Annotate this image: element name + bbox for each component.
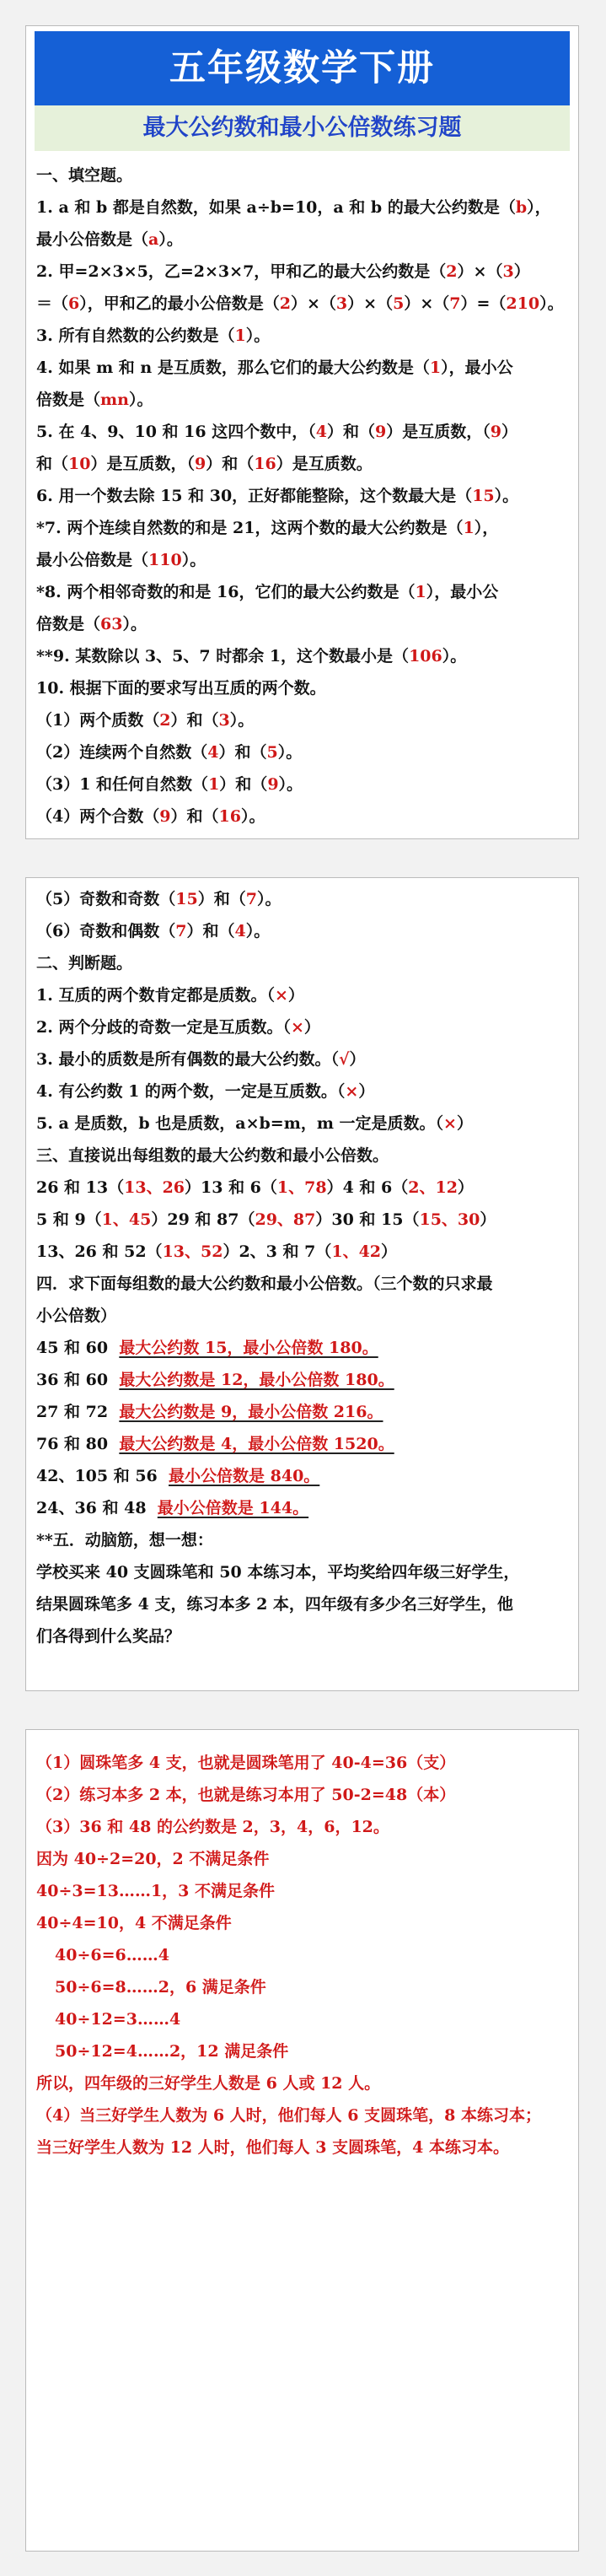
answer: 1 [415, 583, 426, 601]
answer: 2 [279, 294, 291, 313]
answer: × [274, 986, 288, 1005]
answer: 15、30 [419, 1210, 480, 1229]
answer: 最大公约数是 12，最小公倍数 180。 [119, 1371, 394, 1389]
question-text: 13、26 和 52（ [36, 1242, 163, 1261]
judge-2 [36, 1011, 568, 1043]
answer: 1 [208, 775, 220, 794]
question-9 [36, 640, 568, 672]
problem-text: 们各得到什么奖品？ [36, 1627, 181, 1646]
calc-row-4 [36, 1428, 568, 1460]
solution-line: 因为 40÷2=20，2 不满足条件 [36, 1850, 270, 1868]
section-heading: 一、填空题。 [36, 166, 133, 185]
question-text: ）是互质数。 [276, 455, 373, 473]
question-10-3 [36, 768, 568, 800]
answer: 9 [194, 455, 206, 473]
answer: 210 [506, 294, 540, 313]
question-text: 5. 在 4、9、10 和 16 这四个数中，（ [36, 423, 316, 441]
answer: 9 [267, 775, 279, 794]
question-text: ）， [527, 198, 551, 217]
direct-row-2 [36, 1204, 568, 1236]
question-text: 倍数是（ [36, 615, 101, 633]
section-fill-blank [26, 151, 578, 833]
section-heading: 三、直接说出每组数的最大公约数和最小公倍数。 [36, 1146, 389, 1165]
answer: 3 [218, 711, 230, 730]
answer: a [148, 230, 159, 249]
question-text: ）。 [240, 807, 265, 826]
question-text: ）。 [442, 647, 467, 666]
question-text: ） [358, 1082, 375, 1101]
section-heading: **五．动脑筋，想一想： [36, 1531, 213, 1549]
problem-text: 结果圆珠笔多 4 支，练习本多 2 本，四年级有多少名三好学生，他 [36, 1595, 513, 1614]
question-text: ）2、3 和 7（ [223, 1242, 332, 1261]
question-text: 6. 用一个数去除 15 和 30，正好都能整除，这个数最大是（ [36, 487, 473, 505]
answer: 106 [409, 647, 442, 666]
question-text: ）。 [277, 743, 303, 762]
question-text: ）4 和 6（ [326, 1178, 409, 1197]
question-text: ） [457, 1178, 474, 1197]
answer: 13、26 [124, 1178, 185, 1197]
judge-3 [36, 1043, 568, 1075]
answer: 15 [472, 487, 495, 505]
question-text: 最小公倍数是（ [36, 230, 149, 249]
answer: 16 [218, 807, 241, 826]
question-text: ）29 和 87（ [151, 1210, 255, 1229]
question-text: ）和（ [197, 890, 246, 908]
question-text: （3）1 和任何自然数（ [36, 775, 209, 794]
question-text: ）和（ [206, 455, 255, 473]
answer: b [515, 198, 528, 217]
question-10: 10. 根据下面的要求写出互质的两个数。 [36, 679, 326, 698]
solution-line: 40÷3=13……1，3 不满足条件 [36, 1882, 275, 1900]
question-text: ）×（ [404, 294, 450, 313]
question-text: ） [480, 1210, 496, 1229]
question-text: 和（ [36, 455, 69, 473]
answer: 4 [207, 743, 219, 762]
answer: 9 [374, 423, 387, 441]
solution-line: 40÷6=6……4 [55, 1946, 169, 1964]
section-heading: 二、判断题。 [36, 954, 133, 973]
question-5 [36, 416, 568, 448]
answer: 1 [234, 326, 246, 345]
answer: 4 [234, 922, 246, 940]
question-4-cont [36, 384, 568, 416]
solution-line: 50÷12=4……2，12 满足条件 [55, 2042, 289, 2061]
question-text: ），最小公 [441, 358, 513, 377]
answer: 3 [502, 262, 514, 281]
question-text: 4. 有公约数 1 的两个数，一定是互质数。（ [36, 1082, 346, 1101]
question-text: 5. a 是质数，b 也是质数，a×b=m，m 一定是质数。（ [36, 1114, 444, 1133]
question-text: 36 和 60 [36, 1371, 109, 1389]
question-2-cont [36, 288, 568, 320]
question-text: 1. 互质的两个数肯定都是质数。（ [36, 986, 275, 1005]
section-heading: 四．求下面每组数的最大公约数和最小公倍数。（三个数的只求最 [36, 1275, 493, 1293]
answer: 6 [68, 294, 80, 313]
calc-row-3 [36, 1396, 568, 1428]
answer: 最大公约数是 4，最小公倍数 1520。 [119, 1435, 394, 1453]
answer: 15 [175, 890, 198, 908]
question-text: ），甲和乙的最小公倍数是（ [79, 294, 280, 313]
answer: 最大公约数是 9，最小公倍数 216。 [119, 1403, 383, 1421]
question-text: ＝（ [36, 294, 69, 313]
question-text: ） [513, 262, 530, 281]
question-text: ） [381, 1242, 398, 1261]
question-text: ）。 [539, 294, 564, 313]
answer: 16 [254, 455, 276, 473]
question-text: 倍数是（ [36, 391, 101, 409]
question-text: 2. 甲=2×3×5，乙=2×3×7，甲和乙的最大公约数是（ [36, 262, 447, 281]
answer: 7 [449, 294, 461, 313]
solution-line: 50÷6=8……2，6 满足条件 [55, 1978, 266, 1997]
answer: 29、87 [255, 1210, 316, 1229]
answer: 10 [68, 455, 91, 473]
solution-line: 当三好学生人数为 12 人时，他们每人 3 支圆珠笔，4 本练习本。 [36, 2138, 509, 2157]
answer: 63 [100, 615, 123, 633]
question-text: ）。 [256, 890, 282, 908]
question-text: ）。 [245, 922, 271, 940]
question-1 [36, 191, 568, 224]
question-text: ）13 和 6（ [185, 1178, 277, 1197]
question-text: 4. 如果 m 和 n 是互质数，那么它们的最大公约数是（ [36, 358, 430, 377]
judge-1 [36, 979, 568, 1011]
question-text: （2）连续两个自然数（ [36, 743, 208, 762]
calc-row-5 [36, 1460, 568, 1492]
question-text: *7. 两个连续自然数的和是 21，这两个数的最大公约数是（ [36, 519, 464, 537]
question-7-cont [36, 544, 568, 576]
question-text: （5）奇数和奇数（ [36, 890, 176, 908]
question-10-5 [36, 883, 568, 915]
question-3 [36, 320, 568, 352]
solution-line: 40÷12=3……4 [55, 2010, 181, 2029]
question-1-cont [36, 224, 568, 256]
solution-line: 所以，四年级的三好学生人数是 6 人或 12 人。 [36, 2074, 381, 2093]
question-text: 76 和 80 [36, 1435, 109, 1453]
answer: × [443, 1114, 457, 1133]
question-6 [36, 480, 568, 512]
solution-line: （2）练习本多 2 本，也就是练习本用了 50-2=48（本） [36, 1786, 456, 1804]
page-2-content [26, 878, 578, 1652]
answer: 1、78 [276, 1178, 327, 1197]
question-text: **9. 某数除以 3、5、7 时都余 1，这个数最小是（ [36, 647, 410, 666]
question-text: ） [501, 423, 518, 441]
answer: 5 [393, 294, 405, 313]
question-2 [36, 256, 568, 288]
question-text: ）和（ [186, 922, 235, 940]
question-text: （1）两个质数（ [36, 711, 160, 730]
calc-row-1 [36, 1332, 568, 1364]
answer: mn [100, 391, 129, 409]
answer: 7 [175, 922, 187, 940]
question-10-6 [36, 915, 568, 947]
question-text: ），最小公 [426, 583, 499, 601]
question-text: ）。 [158, 230, 183, 249]
question-text: ）×（ [457, 262, 503, 281]
solution-line: 40÷4=10，4 不满足条件 [36, 1914, 232, 1932]
answer: 2、12 [408, 1178, 458, 1197]
question-text: ）是互质数，（ [386, 423, 491, 441]
question-text: 5 和 9（ [36, 1210, 102, 1229]
question-text: 2. 两个分歧的奇数一定是互质数。（ [36, 1018, 291, 1037]
page-subtitle: 最大公约数和最小公倍数练习题 [35, 105, 570, 151]
question-10-4 [36, 800, 568, 833]
answer: 1 [463, 519, 475, 537]
question-text: ） [303, 1018, 320, 1037]
question-text: ）。 [494, 487, 519, 505]
worksheet-page-1 [25, 25, 579, 839]
answer: 110 [148, 551, 182, 569]
question-8-cont [36, 608, 568, 640]
question-text: ）和（ [218, 743, 267, 762]
answer: 2 [446, 262, 458, 281]
question-text: ）。 [245, 326, 271, 345]
question-text: 42、105 和 56 [36, 1467, 158, 1485]
question-text: ）×（ [291, 294, 336, 313]
question-text: 45 和 60 [36, 1339, 109, 1357]
answer: 2 [159, 711, 171, 730]
question-text: ）和（ [219, 775, 268, 794]
answer: 最小公倍数是 144。 [157, 1499, 309, 1517]
judge-4 [36, 1075, 568, 1107]
question-10-2 [36, 736, 568, 768]
question-text: 24、36 和 48 [36, 1499, 147, 1517]
direct-row-1 [36, 1172, 568, 1204]
question-text: 3. 最小的质数是所有偶数的最大公约数。（ [36, 1050, 339, 1069]
calc-row-6 [36, 1492, 568, 1524]
calc-row-2 [36, 1364, 568, 1396]
solution-line: （3）36 和 48 的公约数是 2，3，4，6，12。 [36, 1818, 389, 1836]
question-5-cont [36, 448, 568, 480]
question-text: （4）两个合数（ [36, 807, 160, 826]
worksheet-page-2 [25, 877, 579, 1691]
question-7 [36, 512, 568, 544]
question-text: 3. 所有自然数的公约数是（ [36, 326, 235, 345]
answer: 3 [335, 294, 348, 313]
question-text: ）， [474, 519, 499, 537]
question-text: 最小公倍数是（ [36, 551, 149, 569]
direct-row-3 [36, 1236, 568, 1268]
answer: × [290, 1018, 304, 1037]
answer: 1、42 [331, 1242, 382, 1261]
question-text: ）。 [128, 391, 153, 409]
answer: 1 [429, 358, 442, 377]
answer: 9 [159, 807, 171, 826]
question-8 [36, 576, 568, 608]
question-text: ）。 [278, 775, 303, 794]
question-text: ） [287, 986, 304, 1005]
answer: 4 [315, 423, 327, 441]
answer: × [345, 1082, 359, 1101]
question-text: ）和（ [170, 807, 219, 826]
question-text: ） [349, 1050, 366, 1069]
answer: √ [338, 1050, 350, 1069]
problem-text: 学校买来 40 支圆珠笔和 50 本练习本，平均奖给四年级三好学生， [36, 1563, 520, 1582]
answer: 7 [245, 890, 257, 908]
answer: 1、45 [101, 1210, 152, 1229]
answer: 最小公倍数是 840。 [169, 1467, 320, 1485]
question-10-1 [36, 704, 568, 736]
question-text: ）和（ [170, 711, 219, 730]
answer: 5 [266, 743, 278, 762]
answer: 13、52 [162, 1242, 223, 1261]
question-text: ）=（ [460, 294, 507, 313]
question-text: ）和（ [326, 423, 375, 441]
solution-line: （1）圆珠笔多 4 支，也就是圆珠笔用了 40-4=36（支） [36, 1754, 456, 1772]
question-text: 1. a 和 b 都是自然数，如果 a÷b=10，a 和 b 的最大公约数是（ [36, 198, 516, 217]
question-text: ）30 和 15（ [315, 1210, 420, 1229]
judge-5 [36, 1107, 568, 1140]
question-text: ）。 [229, 711, 255, 730]
question-text: ）。 [122, 615, 147, 633]
section-heading-cont: 小公倍数） [36, 1307, 117, 1325]
solution-block [26, 1730, 578, 2164]
answer: 最大公约数 15，最小公倍数 180。 [119, 1339, 378, 1357]
question-text: 27 和 72 [36, 1403, 109, 1421]
question-text: ）×（ [347, 294, 394, 313]
question-text: 26 和 13（ [36, 1178, 125, 1197]
question-text: （6）奇数和偶数（ [36, 922, 176, 940]
worksheet-page-3 [25, 1729, 579, 2552]
question-text: *8. 两个相邻奇数的和是 16，它们的最大公约数是（ [36, 583, 416, 601]
solution-line: （4）当三好学生人数为 6 人时，他们每人 6 支圆珠笔，8 本练习本； [36, 2106, 541, 2125]
question-text: ）。 [181, 551, 206, 569]
answer: 9 [490, 423, 501, 441]
page-title: 五年级数学下册 [35, 31, 570, 105]
question-text: ）是互质数，（ [90, 455, 195, 473]
question-4 [36, 352, 568, 384]
question-text: ） [456, 1114, 473, 1133]
